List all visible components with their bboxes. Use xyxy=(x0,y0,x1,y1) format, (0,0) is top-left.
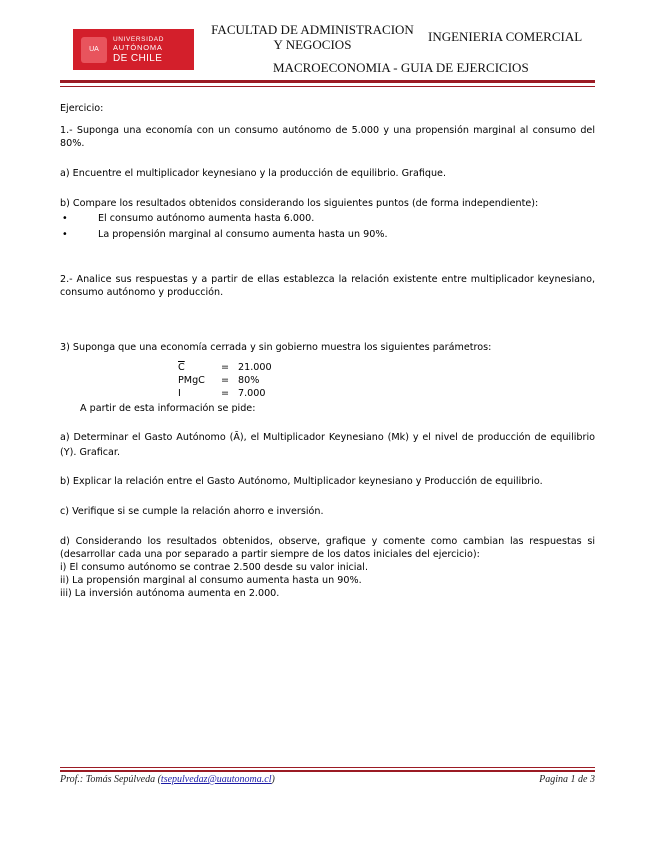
list-item xyxy=(60,228,595,241)
param-label: I xyxy=(178,388,181,399)
footer-rule-thin xyxy=(60,767,595,768)
header-rule-thin xyxy=(60,86,595,87)
faculty-title xyxy=(205,22,420,52)
question-1b: b) Compare los resultados obtenidos considerando los siguientes puntos (de forma independiente): xyxy=(60,198,539,209)
seal-text: UA xyxy=(89,46,99,53)
question-3b: b) Explicar la relación entre el Gasto Autónomo, Multiplicador keynesiano y Producción de equilibrio. xyxy=(60,476,543,487)
logo-wordmark xyxy=(113,36,164,64)
param-value: 7.000 xyxy=(238,388,266,399)
bullet-icon: • xyxy=(62,213,68,224)
question-1b-list xyxy=(60,212,595,241)
professor-name: Prof.: Tomás Sepúlveda ( xyxy=(60,774,161,785)
param-label: PMgC xyxy=(178,375,205,386)
question-3d-item: iii) La inversión autónoma aumenta en 2.000. xyxy=(60,588,280,599)
param-value: 21.000 xyxy=(238,362,272,373)
logo-line-3: DE CHILE xyxy=(113,52,163,64)
logo-line-2: AUTÓNOMA xyxy=(113,43,163,52)
list-item-text: La propensión marginal al consumo aumenta hasta un 90%. xyxy=(98,229,388,240)
param-value: 80% xyxy=(238,375,260,386)
question-3c: c) Verifique si se cumple la relación ahorro e inversión. xyxy=(60,506,324,517)
career-title: INGENIERIA COMERCIAL xyxy=(428,29,583,44)
professor-suffix: ) xyxy=(271,774,275,785)
exercise-content xyxy=(60,102,595,600)
question-1: 1.- Suponga una economía con un consumo autónomo de 5.000 y una propensión marginal al consumo del 80%. xyxy=(60,125,595,149)
university-seal-icon xyxy=(81,37,107,63)
logo-line-1: UNIVERSIDAD xyxy=(113,35,165,43)
bullet-icon: • xyxy=(62,229,68,240)
question-3d: d) Considerando los resultados obtenidos, observe, grafique y comente como cambian las respuestas si (desarrollar cada una por separado a partir siempre de los datos iniciales del ejercicio): xyxy=(60,536,595,560)
param-label: $\overline{C}$ xyxy=(178,362,185,373)
question-3-intro: A partir de esta información se pide: xyxy=(80,403,256,414)
param-equals: = xyxy=(221,388,230,399)
question-3d-item: i) El consumo autónomo se contrae 2.500 desde su valor inicial. xyxy=(60,562,369,573)
course-title: MACROECONOMIA - GUIA DE EJERCICIOS xyxy=(273,60,529,75)
parameters-table xyxy=(178,361,595,401)
param-equals: = xyxy=(221,375,230,386)
page-number: Pagina 1 de 3 xyxy=(539,774,595,785)
list-item-text: El consumo autónomo aumenta hasta 6.000. xyxy=(98,213,315,224)
faculty-line-2: Y NEGOCIOS xyxy=(273,37,352,52)
list-item xyxy=(60,212,595,225)
question-3d-item: ii) La propensión marginal al consumo aumenta hasta un 90%. xyxy=(60,575,362,586)
university-logo xyxy=(73,29,194,70)
question-3a: a) Determinar el Gasto Autónomo (Ā), el Multiplicador Keynesiano (Mk) y el nivel de producción de equilibrio (Y). Graficar. xyxy=(60,432,595,458)
footer-professor xyxy=(60,774,275,785)
footer-rule-thick xyxy=(60,770,595,772)
question-1a: a) Encuentre el multiplicador keynesiano y la producción de equilibrio. Grafique. xyxy=(60,168,447,179)
exercise-heading: Ejercicio: xyxy=(60,103,104,114)
question-2: 2.- Analice sus respuestas y a partir de ellas establezca la relación existente entre multiplicador keynesiano, consumo autónomo y producción. xyxy=(60,274,595,298)
professor-email-link[interactable]: tsepulvedaz@uautonoma.cl xyxy=(160,774,272,785)
faculty-line-1: FACULTAD DE ADMINISTRACION xyxy=(211,22,414,37)
question-3: 3) Suponga que una economía cerrada y sin gobierno muestra los siguientes parámetros: xyxy=(60,342,492,353)
header-rule-thick xyxy=(60,80,595,83)
param-equals: = xyxy=(221,362,230,373)
